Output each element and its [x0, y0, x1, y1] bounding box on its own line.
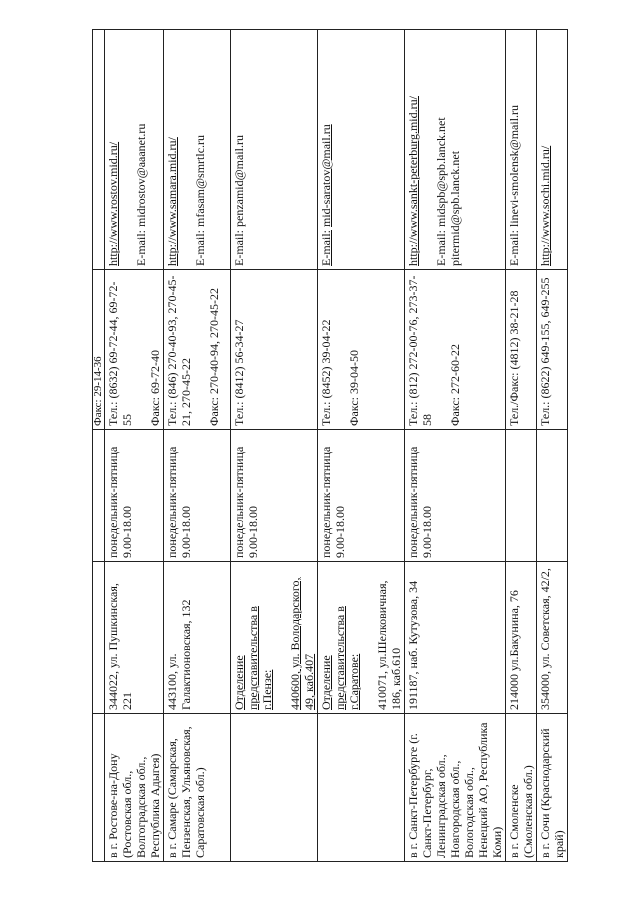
location-cell: в г. Сочи (Краснодарский край): [537, 714, 568, 862]
phone-cell: Тел.: (812) 272-00-76, 273-37-58 Факс: 272-60-22: [405, 270, 506, 430]
phone-cell: Факс: 29-14-36: [93, 270, 105, 430]
table-row: [93, 30, 105, 862]
rotated-document: [92, 30, 566, 862]
office-title: Отделение представительства в г.Пензе:: [232, 606, 274, 710]
contacts-cell: [318, 30, 405, 270]
website-link[interactable]: http://www.sochi.mid.ru/: [538, 145, 552, 266]
website-link[interactable]: http://www.samara.mid.ru/: [165, 137, 179, 266]
table-row: [231, 30, 318, 862]
address-cell: 191187, наб. Кутузова, 34: [405, 562, 506, 714]
hours-cell: [537, 430, 568, 562]
location-cell: в г. Ростове-на-Дону (Ростовская обл., Волгоградская обл., Республика Адыгея): [105, 714, 164, 862]
table-row: [105, 30, 164, 862]
table-row: [164, 30, 231, 862]
website-link[interactable]: http://www.sankt-peterburg.mid.ru/: [406, 96, 420, 266]
office-address: 410071, ул.Шелковичная, 186, каб.610: [375, 580, 403, 710]
table-row: [318, 30, 405, 862]
hours-cell: понедельник-пятница 9.00-18.00: [405, 430, 506, 562]
phone-cell: Тел.: (8632) 69-72-44, 69-72-55 Факс: 69-72-40: [105, 270, 164, 430]
office-address: 440600, ул. Володарского, 49, каб.407: [288, 577, 316, 710]
table-row: [537, 30, 568, 862]
website-link[interactable]: http://www.rostov.mid.ru/: [106, 141, 120, 266]
contacts-cell: [164, 30, 231, 270]
email-label: E-mail:: [319, 230, 333, 266]
phone-cell: Тел.: (8452) 39-04-22 Факс: 39-04-50: [318, 270, 405, 430]
address-cell: 354000, ул. Советская, 42/2,: [537, 562, 568, 714]
address-cell: [231, 562, 318, 714]
address-cell: 214000 ул.Бакунина, 76: [506, 562, 537, 714]
address-cell: 443100, ул. Галактионовская, 132: [164, 562, 231, 714]
phone-cell: Тел.: (846) 270-40-93, 270-45-21, 270-45-22 Факс: 270-40-94, 270-45-22: [164, 270, 231, 430]
email-text: E-mail: mfasam@smrtlc.ru: [193, 134, 207, 266]
hours-cell: понедельник-пятница 9.00-18.00: [105, 430, 164, 562]
location-cell: в г. Санкт-Петербурге (г. Санкт-Петербург, Ленинградская обл., Новгородская обл., Вологодская обл., Ненецкий АО, Республика Коми): [405, 714, 506, 862]
address-cell: [318, 562, 405, 714]
contacts-cell: [405, 30, 506, 270]
contacts-cell: E-mail: penzamid@mail.ru: [231, 30, 318, 270]
phone-cell: Тел.: (8622) 649-155, 649-255: [537, 270, 568, 430]
contacts-cell: [105, 30, 164, 270]
office-title: Отделение представительства в г.Саратове:: [319, 606, 361, 710]
table-row: [405, 30, 506, 862]
email-text: E-mail: midspb@spb.lanck.net: [434, 117, 448, 266]
address-cell: 344022, ул. Пушкинская, 221: [105, 562, 164, 714]
hours-cell: [506, 430, 537, 562]
email-text[interactable]: mid-saratov@mail.ru: [319, 124, 333, 227]
hours-cell: понедельник-пятница 9.00-18.00: [318, 430, 405, 562]
location-cell: в г. Смоленске (Смоленская обл.): [506, 714, 537, 862]
contacts-cell: E-mail: linevi-smolensk@mail.ru: [506, 30, 537, 270]
hours-cell: понедельник-пятница 9.00-18.00: [164, 430, 231, 562]
location-cell: в г. Самаре (Самарская, Пензенская, Ульяновская, Саратовская обл.): [164, 714, 231, 862]
representations-table: [92, 29, 568, 862]
email-text-2: pitermid@spb.lanck.net: [448, 150, 462, 266]
hours-cell: понедельник-пятница 9.00-18.00: [231, 430, 318, 562]
phone-cell: Тел./Факс: (4812) 38-21-28: [506, 270, 537, 430]
contacts-cell: [537, 30, 568, 270]
email-text: E-mail: midrostov@aaanet.ru: [134, 123, 148, 266]
phone-cell: Тел.: (8412) 56-34-27: [231, 270, 318, 430]
table-row: [506, 30, 537, 862]
location-cell: [318, 714, 405, 862]
location-cell: [231, 714, 318, 862]
